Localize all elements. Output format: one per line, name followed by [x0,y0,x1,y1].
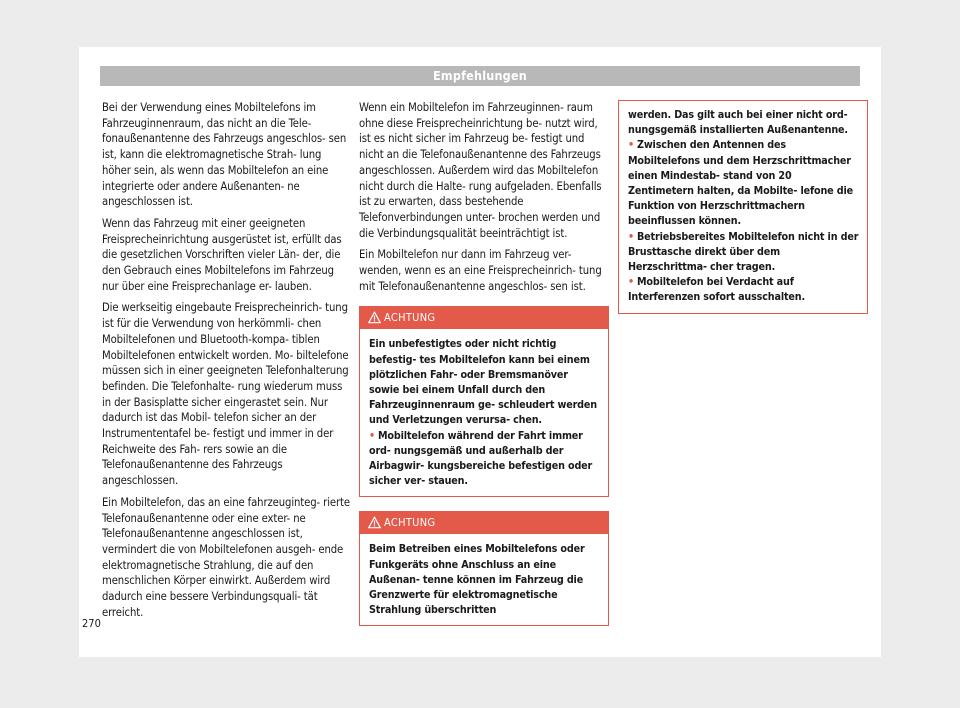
bullet-icon: • [369,428,375,442]
column-1 [102,100,352,627]
page-number: 270 [82,617,101,630]
warning-continuation-box [618,100,868,314]
warning-box [359,511,609,626]
paragraph: Die werkseitig eingebaute Freisprecheinrich- tung ist für die Verwendung von herkömmli- chen Mobiltelefonen und Bluetooth-kompa- tiblen Mobiltelefonen entwickelt worden. Mo- biltelefone müssen sich in einer geeigneten Telefonhalterung befinden. Die Telefonhalte- rung wiederum muss in der Basisplatte sicher eingerastet sein. Nur dadurch ist das Mobil- telefon sicher an der Instrumententafel be- festigt und immer in der Reichweite des Fah- rers sowie an die Telefonaußenantenne des Fahrzeugs angeschlossen. [102,301,349,488]
list-item: • Mobiltelefon bei Verdacht auf Interferenzen sofort ausschalten. [628,275,805,304]
warning-list [369,428,600,489]
warning-list [628,137,859,304]
bullet-icon: • [628,138,634,152]
bullet-icon: • [628,275,634,289]
bullet-icon: • [628,229,634,243]
list-item: • Betriebsbereites Mobiltelefon nicht in der Brusttasche direkt über dem Herzschrittma- cher tragen. [628,229,859,274]
warning-body [360,329,608,496]
warning-body [360,534,608,625]
column-3 [618,100,868,314]
warning-header [360,512,608,534]
list-item: • Mobiltelefon während der Fahrt immer ord- nungsgemäß und außerhalb der Airbagwir- kungsbereiche befestigen oder sicher ver- stauen. [369,428,593,488]
section-header [100,66,860,86]
paragraph: Ein Mobiltelefon, das an eine fahrzeuginteg- rierte Telefonaußenantenne oder eine exter- ne Telefonaußenantenne angeschlossen ist, vermindert die von Mobiltelefonen ausgeh- ende elektromagnetische Strahlung, die auf den menschlichen Körper einwirkt. Außerdem wird dadurch eine bessere Verbindungsquali- tät erreicht. [102,495,350,619]
paragraph: Bei der Verwendung eines Mobiltelefons im Fahrzeuginnenraum, das nicht an die Tele- fonaußenantenne des Fahrzeugs angeschlos- sen ist, kann die elektromagnetische Strah- lung höher sein, als wenn das Mobiltelefon an eine integrierte oder andere Außenanten- ne angeschlossen ist. [102,101,347,209]
paragraph: Ein Mobiltelefon nur dann im Fahrzeug ver- wenden, wenn es an eine Freisprecheinrich- tung mit Telefonaußenantenne angeschlos- sen ist. [359,248,602,293]
section-title: Empfehlungen [433,68,527,83]
paragraph: Wenn ein Mobiltelefon im Fahrzeuginnen- raum ohne diese Freisprecheinrichtung be- nutzt wird, ist es nicht sicher im Fahrzeug be- festigt und nicht an die Telefonaußenantenne des Fahrzeugs angeschlossen. Außerdem wird das Mobiltelefon nicht durch die Halte- rung aufgeladen. Ebenfalls ist zu erwarten, dass bestehende Telefonverbindungen unter- brochen werden und die Verbindungsqualität beeinträchtigt ist. [359,101,602,240]
warning-triangle-icon [368,311,381,324]
list-item: • Zwischen den Antennen des Mobiltelefons und dem Herzschrittmacher einen Mindestab- stand von 20 Zentimetern halten, da Mobilte- lefone die Funktion von Herzschrittmachern beeinflussen können. [628,138,853,228]
warning-box [359,306,609,497]
warning-text: Beim Betreiben eines Mobiltelefons oder Funkgeräts ohne Anschluss an eine Außenan- tenne können im Fahrzeug die Grenzwerte für elektromagnetische Strahlung überschritten [369,542,585,617]
warning-label: ACHTUNG [384,311,436,325]
warning-text: Ein unbefestigtes oder nicht richtig befestig- tes Mobiltelefon kann bei einem plötzlichen Fahr- oder Bremsmanöver sowie bei einem Unfall durch den Fahrzeuginnenraum ge- schleudert werden und Verletzungen verursa- chen. [369,337,597,427]
column-2 [359,100,609,640]
warning-header [360,307,608,329]
warning-triangle-icon [368,516,381,529]
paragraph: Wenn das Fahrzeug mit einer geeigneten Freisprecheinrichtung ausgerüstet ist, erfüllt das die gesetzlichen Vorschriften vieler Län- der, die den Gebrauch eines Mobiltelefons im Fahrzeug nur über eine Freisprechanlage er- lauben. [102,216,342,293]
warning-label: ACHTUNG [384,516,436,530]
warning-text: werden. Das gilt auch bei einer nicht ord- nungsgemäß installierten Außenantenne. [628,108,848,137]
